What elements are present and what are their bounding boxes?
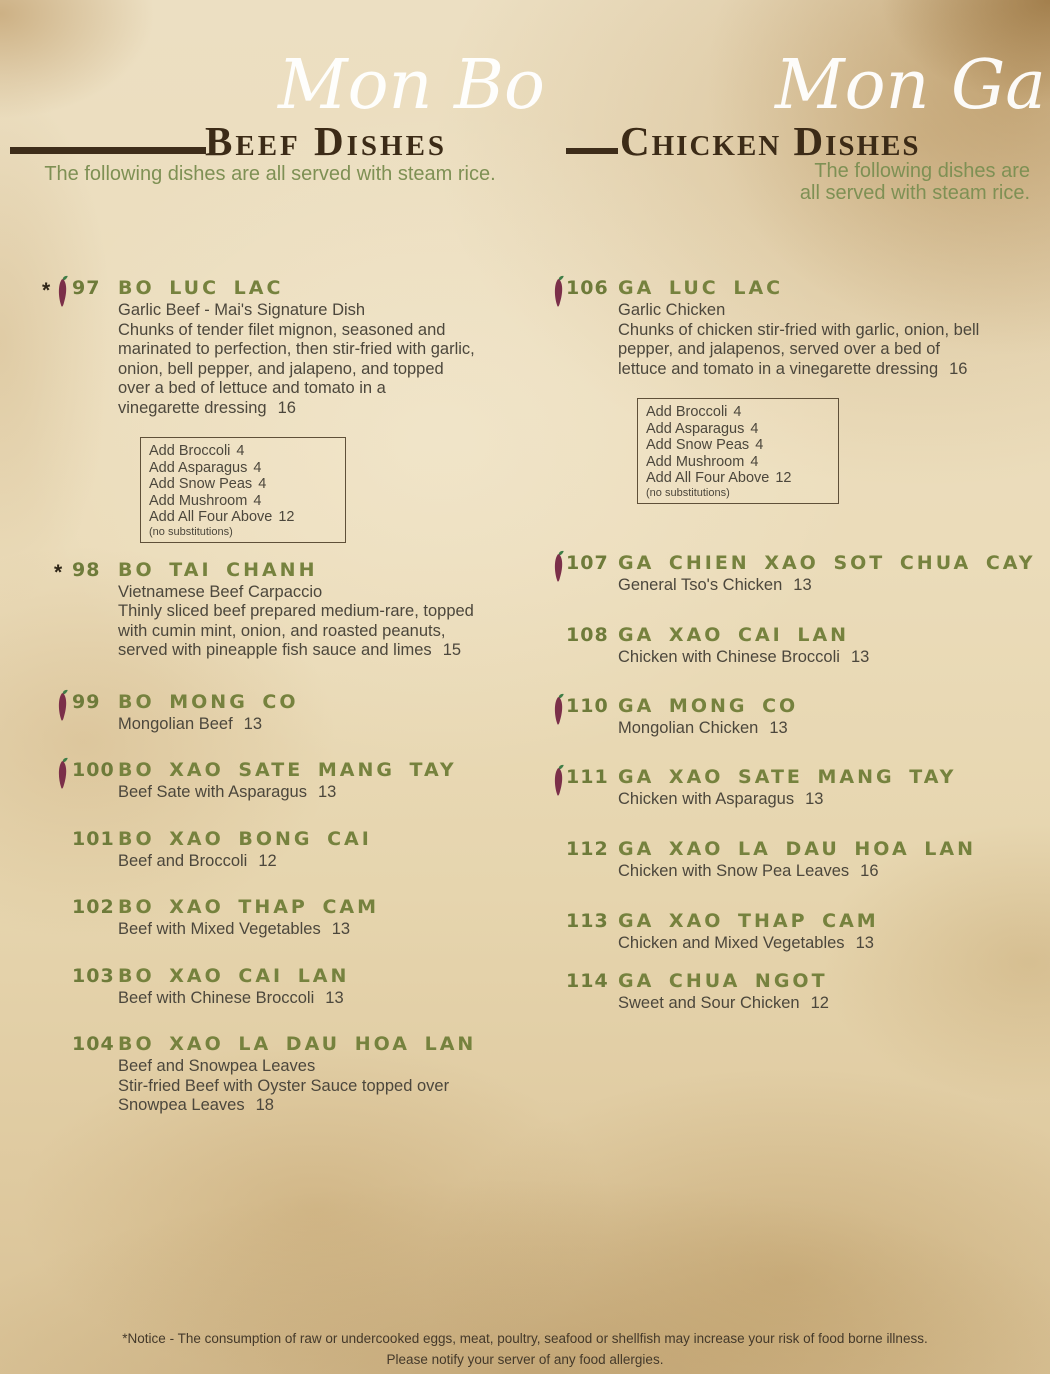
addons-note: (no substitutions): [149, 525, 233, 538]
item-title: BO TAI CHANH: [118, 558, 318, 581]
item-number: 101: [72, 827, 115, 850]
item-price: 13: [331, 920, 351, 938]
addon-price: 4: [258, 476, 267, 492]
menu-item: [40, 692, 545, 735]
item-marker: [548, 696, 618, 739]
description-text: Beef and Broccoli: [118, 851, 248, 870]
item-title: GA CHIEN XAO SOT CHUA CAY: [618, 551, 1036, 574]
addon-price: 4: [755, 437, 764, 453]
addon-price: 4: [733, 404, 742, 420]
item-description-line: [618, 301, 1043, 321]
item-price: 13: [805, 790, 824, 808]
item-number: 99: [72, 690, 101, 713]
description-text: vinegarette dressing: [118, 398, 267, 417]
item-marker: [548, 839, 618, 882]
beef-script-title: Mon Bo: [278, 46, 545, 125]
item-price: 13: [317, 783, 337, 801]
item-price: 15: [442, 641, 462, 659]
beef-items-column: [40, 278, 545, 1142]
item-content: [118, 897, 545, 940]
item-content: [118, 692, 545, 735]
addon-option: [149, 460, 337, 477]
chicken-subtitle-line-1: The following dishes are: [814, 160, 1030, 182]
item-description-line: [618, 360, 1043, 380]
item-marker: [40, 966, 118, 1009]
addon-option: [646, 470, 830, 487]
item-content: [618, 553, 1043, 596]
chicken-header: [540, 0, 1050, 215]
asterisk-marker: *: [42, 279, 51, 302]
item-number: 113: [566, 910, 609, 932]
item-price: 18: [255, 1096, 274, 1114]
chicken-script-title: Mon Ga: [775, 46, 1046, 125]
description-text: General Tso's Chicken: [618, 575, 783, 594]
description-text: Vietnamese Beef Carpaccio: [118, 582, 323, 601]
item-price: 16: [949, 359, 968, 378]
description-text: Mongolian Chicken: [618, 718, 759, 737]
addon-price: 4: [236, 443, 245, 459]
item-number: 104: [72, 1033, 115, 1055]
menu-item: [548, 553, 1043, 596]
item-description-line: [618, 719, 1043, 739]
item-marker: [548, 971, 618, 1014]
item-description-line: [118, 301, 545, 321]
item-title: GA XAO THAP CAM: [618, 910, 879, 932]
beef-subtitle: The following dishes are all served with steam rice.: [44, 163, 496, 185]
description-text: Beef and Snowpea Leaves: [118, 1057, 316, 1075]
item-marker: [548, 278, 618, 504]
item-content: [618, 971, 1043, 1014]
item-number: 98: [72, 558, 101, 581]
menu-item: [40, 1034, 545, 1116]
addon-option: [646, 404, 830, 421]
item-content: [118, 560, 545, 661]
item-content: [618, 839, 1043, 882]
item-number: 102: [72, 896, 115, 918]
addon-option: [149, 493, 337, 510]
item-title: GA MONG CO: [618, 694, 799, 717]
description-text: Garlic Chicken: [618, 301, 726, 319]
footer-notice-line: *Notice - The consumption of raw or undercooked eggs, meat, poultry, seafood or shellfish may increase your risk of food borne illness.: [122, 1331, 928, 1346]
addon-label: Add Snow Peas: [646, 437, 750, 453]
item-price: 16: [860, 861, 879, 880]
chicken-subtitle-line-2: all served with steam rice.: [799, 182, 1030, 204]
chicken-subtitle: [550, 160, 1030, 204]
menu-item: [548, 911, 1043, 954]
item-description-line: [118, 602, 545, 622]
item-description-line: [118, 321, 545, 341]
item-price: 12: [258, 851, 277, 870]
addon-label: Add Asparagus: [646, 420, 745, 437]
addon-option: [149, 509, 337, 526]
item-title: GA LUC LAC: [618, 277, 784, 299]
item-marker: [40, 897, 118, 940]
item-content: [118, 1034, 545, 1116]
addon-label: Add Broccoli: [149, 443, 231, 459]
description-text: Beef Sate with Asparagus: [118, 783, 307, 801]
description-text: Chicken and Mixed Vegetables: [618, 934, 845, 952]
item-number: 107: [566, 551, 609, 574]
description-text: Chunks of chicken stir-fried with garlic, onion, bell: [618, 320, 980, 339]
description-text: Beef with Chinese Broccoli: [118, 988, 315, 1007]
item-description-line: [118, 641, 545, 661]
item-number: 106: [566, 277, 609, 299]
addon-label: Add Snow Peas: [149, 476, 253, 492]
menu-item: [548, 839, 1043, 882]
item-content: [618, 911, 1043, 954]
description-text: pepper, and jalapenos, served over a bed of: [618, 340, 940, 358]
chicken-items-column: [548, 278, 1043, 1042]
addon-option: [149, 476, 337, 493]
item-marker: [40, 560, 118, 661]
item-number: 103: [72, 964, 115, 987]
item-description-line: [618, 648, 1043, 668]
item-description-line: [118, 399, 545, 419]
item-title: BO XAO THAP CAM: [118, 896, 380, 918]
item-title: GA CHUA NGOT: [618, 969, 828, 992]
item-number: 110: [566, 694, 609, 717]
menu-item: [548, 696, 1043, 739]
item-description-line: [118, 583, 545, 603]
item-marker: [548, 553, 618, 596]
item-title: GA XAO LA DAU HOA LAN: [618, 837, 976, 860]
item-content: [118, 966, 545, 1009]
item-description-line: [118, 360, 545, 380]
item-description-line: [618, 321, 1043, 341]
description-text: served with pineapple fish sauce and limes: [118, 641, 432, 659]
item-description-line: [618, 934, 1043, 954]
item-description-line: [618, 790, 1043, 810]
addon-price: 4: [750, 453, 759, 470]
footer-allergy-line: Please notify your server of any food allergies.: [386, 1352, 664, 1367]
menu-item: [548, 278, 1043, 504]
item-marker: [40, 278, 118, 543]
item-price: 13: [793, 575, 812, 594]
menu-item: [40, 278, 545, 543]
item-description-line: [118, 783, 545, 803]
item-description-line: [118, 1077, 545, 1097]
description-text: Snowpea Leaves: [118, 1096, 245, 1114]
item-number: 100: [72, 759, 115, 781]
item-marker: [548, 767, 618, 810]
addon-label: Add Broccoli: [646, 404, 728, 420]
item-description-line: [118, 622, 545, 642]
description-text: Beef with Mixed Vegetables: [118, 920, 321, 938]
menu-item: [548, 625, 1043, 668]
description-text: Stir-fried Beef with Oyster Sauce topped over: [118, 1076, 450, 1095]
item-number: 112: [566, 837, 609, 860]
item-description-line: [118, 989, 545, 1009]
item-title: GA XAO CAI LAN: [618, 624, 850, 646]
description-text: over a bed of lettuce and tomato in a: [118, 379, 386, 397]
addon-label: Add Mushroom: [646, 453, 745, 470]
item-marker: [40, 829, 118, 872]
item-content: [618, 767, 1043, 810]
item-description-line: [118, 1057, 545, 1077]
item-description-line: [618, 862, 1043, 882]
description-text: Chicken with Chinese Broccoli: [618, 648, 840, 666]
chili-pepper-icon: [54, 274, 71, 312]
chili-pepper-icon: [550, 549, 567, 587]
description-text: Garlic Beef - Mai's Signature Dish: [118, 301, 366, 319]
item-description-line: [118, 340, 545, 360]
item-description-line: [618, 576, 1043, 596]
addons-note: (no substitutions): [646, 486, 730, 499]
item-content: [618, 696, 1043, 739]
item-content: [118, 760, 545, 803]
description-text: with cumin mint, onion, and roasted peanuts,: [118, 621, 446, 640]
addon-price: 4: [253, 459, 262, 476]
chili-pepper-icon: [54, 756, 71, 794]
beef-header: [0, 0, 545, 215]
item-number: 108: [566, 624, 609, 646]
beef-heading: Beef Dishes: [205, 118, 448, 164]
menu-item: [40, 829, 545, 872]
item-title: GA XAO SATE MANG TAY: [618, 766, 957, 788]
menu-item: [40, 966, 545, 1009]
description-text: Chicken with Asparagus: [618, 790, 795, 808]
item-marker: [40, 692, 118, 735]
item-content: [618, 625, 1043, 668]
addon-option: [646, 454, 830, 471]
addon-price: 4: [750, 420, 759, 437]
item-description-line: [118, 852, 545, 872]
addon-price: 4: [253, 492, 262, 509]
item-marker: [40, 760, 118, 803]
description-text: Thinly sliced beef prepared medium-rare, topped: [118, 602, 474, 620]
addon-option: [149, 443, 337, 460]
beef-heading-rule: [10, 147, 206, 154]
item-description-line: [618, 340, 1043, 360]
item-number: 111: [566, 766, 609, 788]
addons-box: [140, 437, 346, 543]
chili-pepper-icon: [54, 688, 71, 726]
item-title: BO XAO CAI LAN: [118, 964, 350, 987]
item-price: 13: [769, 718, 788, 737]
chili-pepper-icon: [550, 692, 567, 730]
addon-price: 12: [775, 470, 792, 486]
description-text: lettuce and tomato in a vinegarette dressing: [618, 359, 939, 378]
footer-notice: [0, 1328, 1050, 1370]
addon-option: [646, 437, 830, 454]
description-text: Chicken with Snow Pea Leaves: [618, 861, 850, 880]
item-title: BO XAO SATE MANG TAY: [118, 759, 457, 781]
addons-box: [637, 398, 839, 504]
item-content: [118, 278, 545, 543]
addon-price: 12: [278, 509, 295, 525]
description-text: Sweet and Sour Chicken: [618, 993, 800, 1012]
asterisk-marker: *: [54, 560, 63, 584]
item-description-line: [118, 715, 545, 735]
menu-item: [40, 560, 545, 661]
chili-pepper-icon: [550, 274, 567, 312]
menu-item: [548, 971, 1043, 1014]
addon-label: Add Asparagus: [149, 459, 248, 476]
item-price: 13: [850, 648, 870, 666]
addon-label: Add All Four Above: [646, 470, 770, 486]
item-title: BO LUC LAC: [118, 277, 284, 299]
addon-label: Add Mushroom: [149, 492, 248, 509]
item-title: BO MONG CO: [118, 690, 299, 713]
addon-label: Add All Four Above: [149, 509, 273, 525]
item-number: 97: [72, 277, 101, 299]
description-text: onion, bell pepper, and jalapeno, and topped: [118, 359, 444, 378]
item-description-line: [618, 994, 1043, 1014]
item-marker: [40, 1034, 118, 1116]
menu-item: [548, 767, 1043, 810]
item-title: BO XAO LA DAU HOA LAN: [118, 1033, 477, 1055]
chicken-heading: Chicken Dishes: [620, 118, 921, 164]
item-content: [618, 278, 1043, 504]
item-marker: [548, 911, 618, 954]
item-description-line: [118, 920, 545, 940]
chicken-heading-rule: [566, 148, 618, 154]
description-text: marinated to perfection, then stir-fried with garlic,: [118, 340, 475, 358]
item-price: 13: [855, 934, 874, 952]
item-price: 13: [325, 988, 344, 1007]
item-price: 12: [810, 993, 829, 1012]
description-text: Chunks of tender filet mignon, seasoned and: [118, 320, 446, 339]
menu-item: [40, 897, 545, 940]
item-price: 16: [277, 398, 296, 417]
item-description-line: [118, 379, 545, 399]
item-description-line: [118, 1096, 545, 1116]
item-content: [118, 829, 545, 872]
item-title: BO XAO BONG CAI: [118, 827, 372, 850]
item-price: 13: [243, 714, 263, 733]
item-marker: [548, 625, 618, 668]
description-text: Mongolian Beef: [118, 714, 233, 733]
item-number: 114: [566, 969, 609, 992]
addon-option: [646, 421, 830, 438]
menu-item: [40, 760, 545, 803]
chili-pepper-icon: [550, 763, 567, 801]
